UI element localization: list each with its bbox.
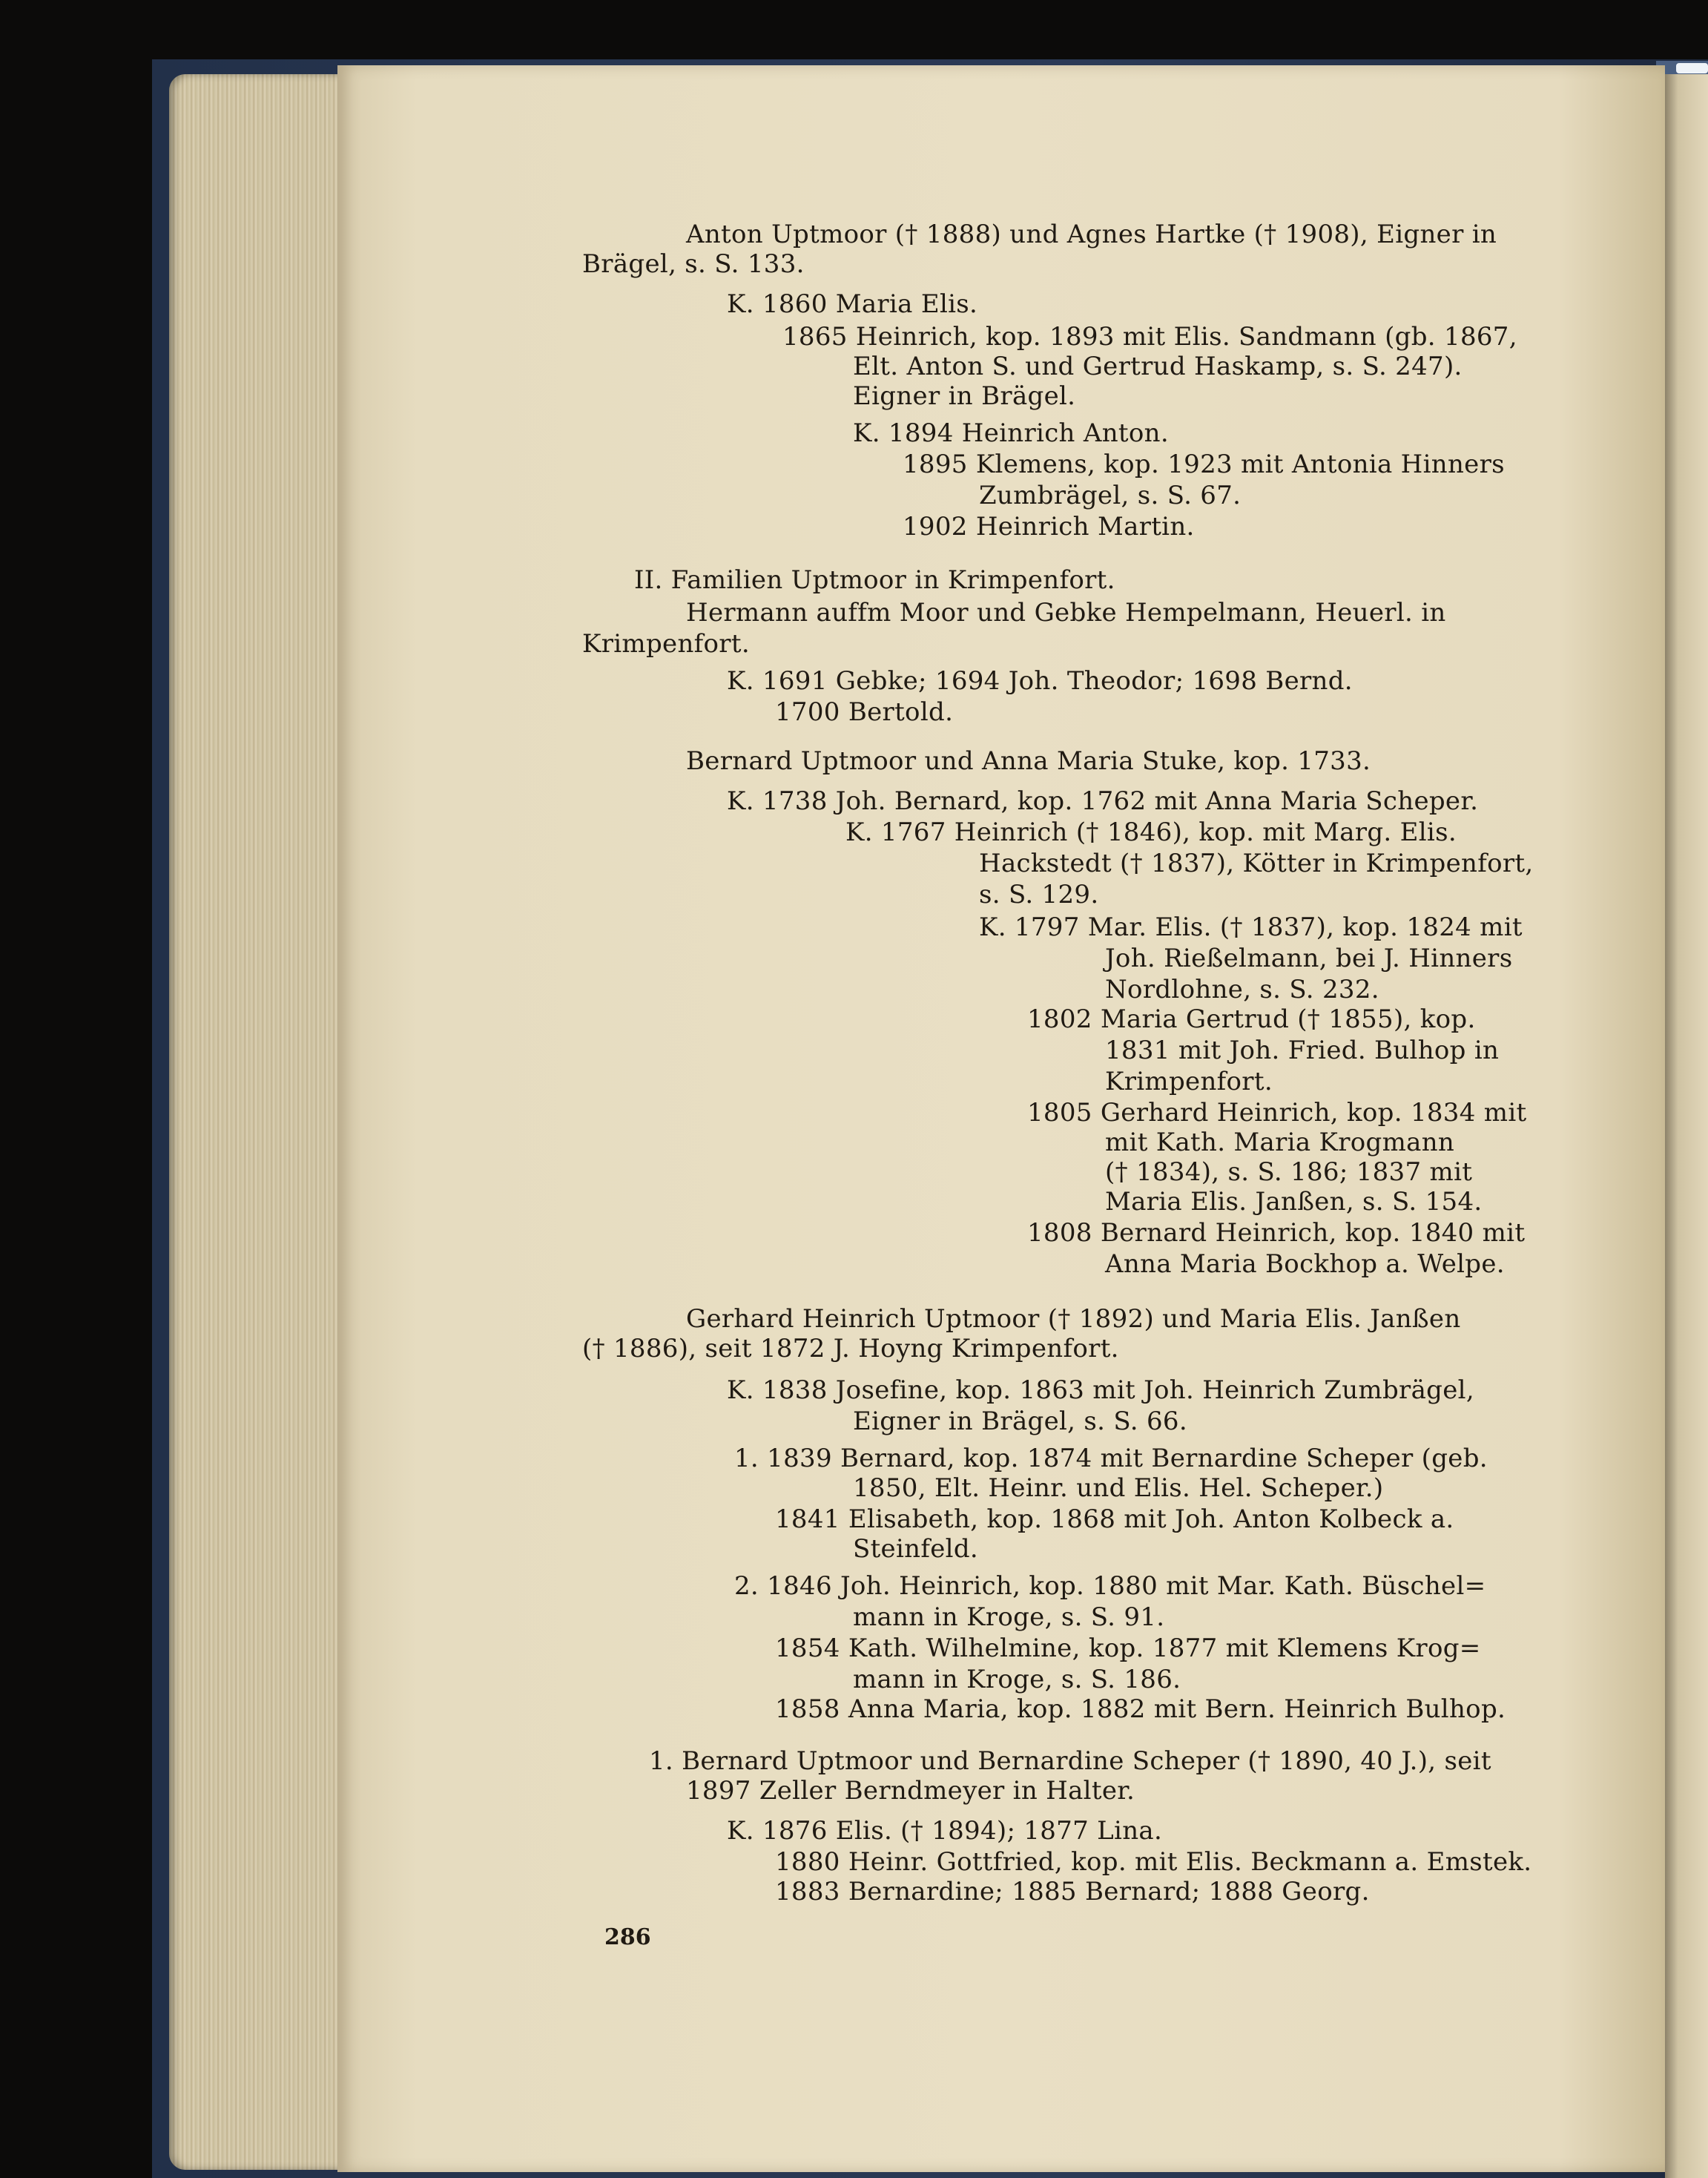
text-line: Gerhard Heinrich Uptmoor († 1892) und Maria Elis. Janßen: [686, 1304, 1461, 1334]
text-line: Hackstedt († 1837), Kötter in Krimpenfort,: [979, 849, 1534, 878]
text-line: 1895 Klemens, kop. 1923 mit Antonia Hinners: [903, 450, 1505, 479]
page-edges: [169, 74, 362, 2170]
text-line: Anton Uptmoor († 1888) und Agnes Hartke († 1908), Eigner in: [686, 220, 1497, 249]
text-line: mann in Kroge, s. S. 186.: [853, 1665, 1181, 1694]
text-line: K. 1767 Heinrich († 1846), kop. mit Marg. Elis.: [845, 817, 1457, 847]
text-line: Brägel, s. S. 133.: [582, 249, 805, 279]
text-line: 1808 Bernard Heinrich, kop. 1840 mit: [1027, 1218, 1526, 1248]
text-line: Zumbrägel, s. S. 67.: [979, 481, 1242, 510]
text-line: s. S. 129.: [979, 880, 1099, 909]
text-line: Eigner in Brägel.: [853, 381, 1076, 411]
text-line: K. 1738 Joh. Bernard, kop. 1762 mit Anna Maria Scheper.: [727, 786, 1479, 816]
text-line: 1883 Bernardine; 1885 Bernard; 1888 Georg.: [775, 1877, 1370, 1906]
text-line: 1897 Zeller Berndmeyer in Halter.: [686, 1776, 1135, 1806]
text-line: 1850, Elt. Heinr. und Elis. Hel. Scheper.): [853, 1473, 1384, 1503]
text-line: 1. 1839 Bernard, kop. 1874 mit Bernardine Scheper (geb.: [734, 1444, 1488, 1473]
text-line: († 1834), s. S. 186; 1837 mit: [1105, 1157, 1473, 1187]
text-line: K. 1691 Gebke; 1694 Joh. Theodor; 1698 Bernd.: [727, 666, 1353, 696]
text-line: Bernard Uptmoor und Anna Maria Stuke, kop. 1733.: [686, 746, 1371, 776]
text-line: K. 1876 Elis. († 1894); 1877 Lina.: [727, 1816, 1163, 1846]
text-line: 1865 Heinrich, kop. 1893 mit Elis. Sandmann (gb. 1867,: [782, 322, 1517, 352]
text-line: Maria Elis. Janßen, s. S. 154.: [1105, 1187, 1483, 1217]
text-line: Krimpenfort.: [582, 629, 750, 659]
text-line: Joh. Rießelmann, bei J. Hinners: [1105, 944, 1513, 973]
text-line: Elt. Anton S. und Gertrud Haskamp, s. S. 247).: [853, 352, 1463, 381]
text-line: K. 1797 Mar. Elis. († 1837), kop. 1824 mit: [979, 912, 1523, 942]
text-line: 1858 Anna Maria, kop. 1882 mit Bern. Heinrich Bulhop.: [775, 1694, 1506, 1724]
text-line: Nordlohne, s. S. 232.: [1105, 975, 1379, 1004]
text-line: mann in Kroge, s. S. 91.: [853, 1602, 1165, 1632]
text-line: 1841 Elisabeth, kop. 1868 mit Joh. Anton Kolbeck a.: [775, 1504, 1454, 1534]
text-line: K. 1894 Heinrich Anton.: [853, 418, 1169, 448]
text-line: 1902 Heinrich Martin.: [903, 512, 1195, 542]
text-line: († 1886), seit 1872 J. Hoyng Krimpenfort.: [582, 1334, 1119, 1363]
text-line: K. 1838 Josefine, kop. 1863 mit Joh. Heinrich Zumbrägel,: [727, 1375, 1474, 1405]
text-line: Krimpenfort.: [1105, 1067, 1273, 1096]
page-corner-mark: [1676, 63, 1708, 73]
text-line: 2. 1846 Joh. Heinrich, kop. 1880 mit Mar. Kath. Büschel=: [734, 1571, 1486, 1601]
text-line: 1880 Heinr. Gottfried, kop. mit Elis. Beckmann a. Emstek.: [775, 1847, 1532, 1877]
text-line: 1831 mit Joh. Fried. Bulhop in: [1105, 1036, 1500, 1065]
text-line: Hermann auffm Moor und Gebke Hempelmann, Heuerl. in: [686, 598, 1446, 628]
text-line: K. 1860 Maria Elis.: [727, 289, 978, 319]
text-line: 1700 Bertold.: [775, 697, 954, 727]
text-line: Steinfeld.: [853, 1534, 978, 1564]
text-line: 1854 Kath. Wilhelmine, kop. 1877 mit Klemens Krog=: [775, 1634, 1481, 1663]
text-line: 1802 Maria Gertrud († 1855), kop.: [1027, 1004, 1476, 1034]
text-line: mit Kath. Maria Krogmann: [1105, 1128, 1455, 1157]
facing-page-edge: [1665, 74, 1708, 2178]
text-line: 1. Bernard Uptmoor und Bernardine Scheper († 1890, 40 J.), seit: [649, 1746, 1491, 1776]
section-heading: II. Familien Uptmoor in Krimpenfort.: [634, 565, 1115, 595]
page-number: 286: [604, 1924, 651, 1950]
text-line: Eigner in Brägel, s. S. 66.: [853, 1407, 1187, 1436]
text-line: Anna Maria Bockhop a. Welpe.: [1105, 1249, 1505, 1279]
text-line: 1805 Gerhard Heinrich, kop. 1834 mit: [1027, 1098, 1527, 1128]
